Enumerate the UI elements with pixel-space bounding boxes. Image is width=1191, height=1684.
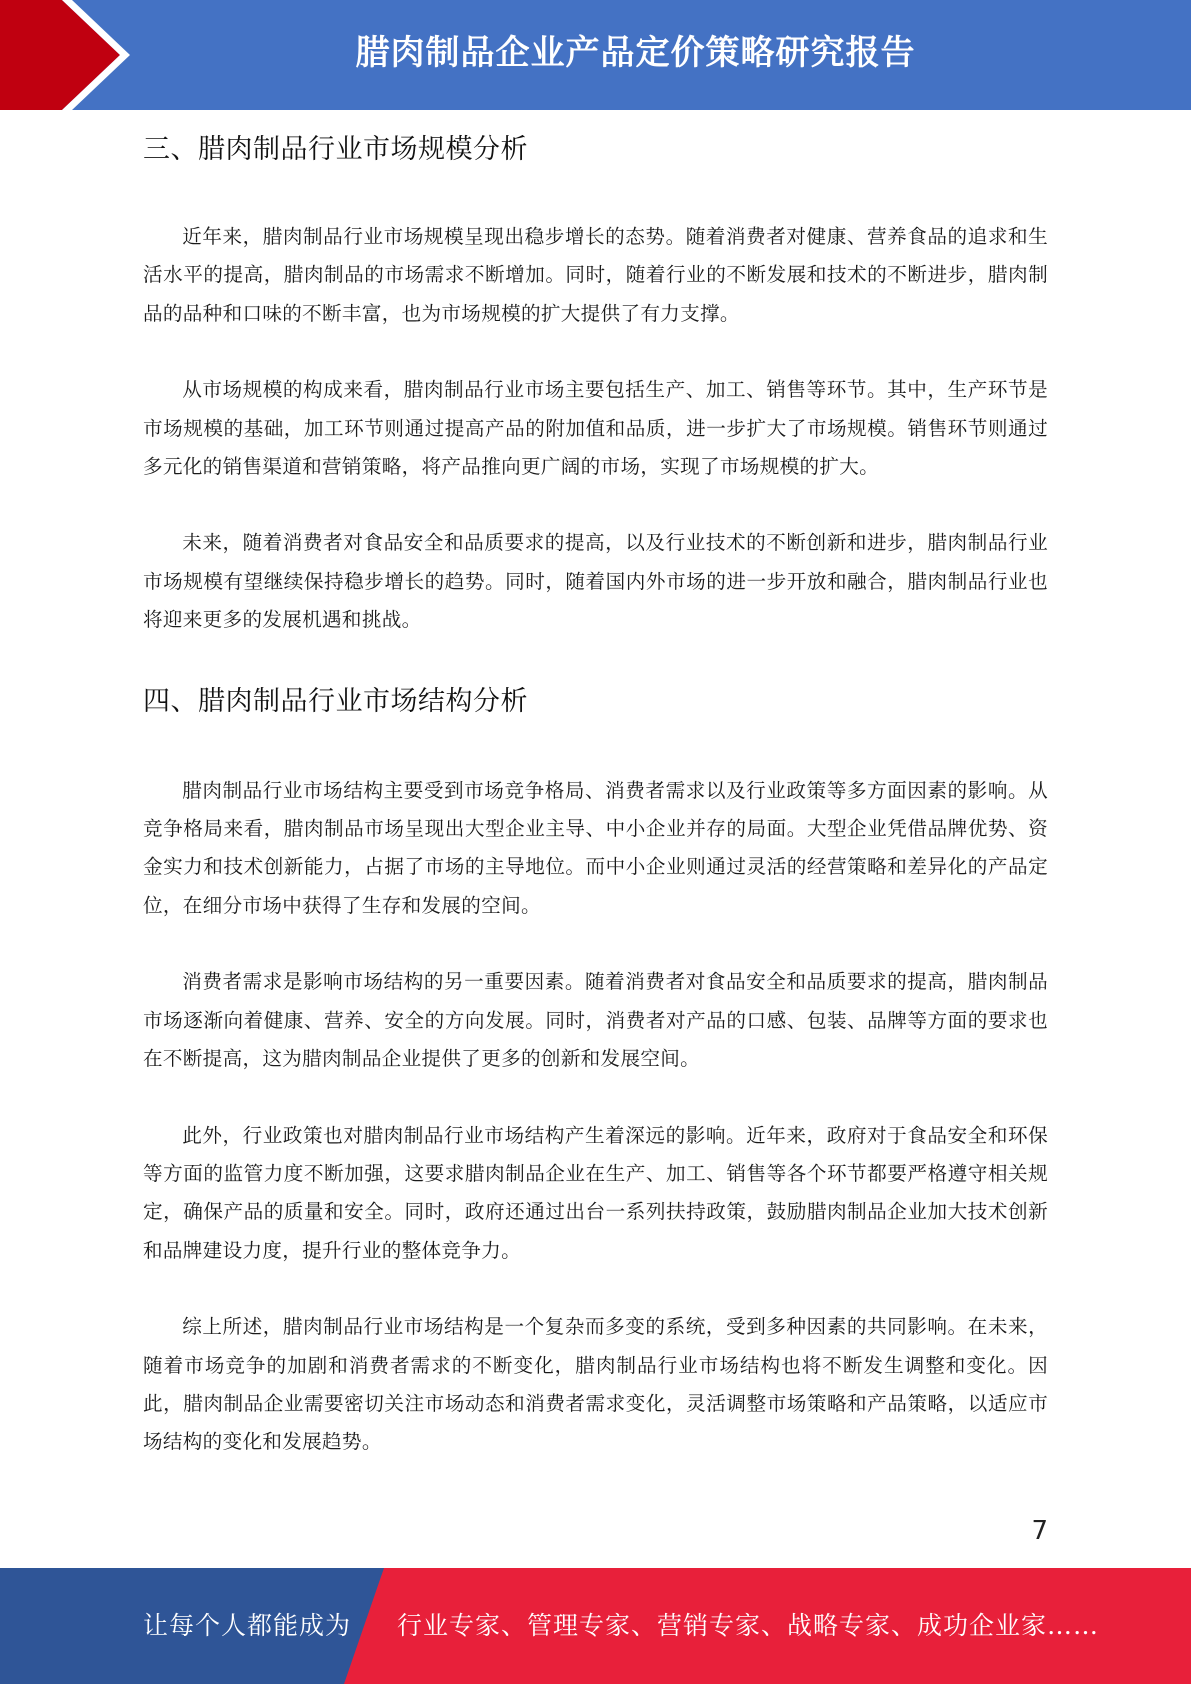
section-title-market-structure: 四、腊肉制品行业市场结构分析 <box>143 685 528 717</box>
paragraph: 从市场规模的构成来看，腊肉制品行业市场主要包括生产、加工、销售等环节。其中，生产环节是市场规模的基础，加工环节则通过提高产品的附加值和品质，进一步扩大了市场规模。销售环节则通过多元化的销售渠道和营销策略，将产品推向更广阔的市场，实现了市场规模的扩大。 <box>143 378 1048 479</box>
footer-roles: 行业专家、管理专家、营销专家、战略专家、成功企业家…… <box>397 1611 1100 1640</box>
section-title-market-size: 三、腊肉制品行业市场规模分析 <box>143 134 528 165</box>
footer-banner <box>0 1568 1191 1684</box>
report-title: 腊肉制品企业产品定价策略研究报告 <box>355 33 916 73</box>
main-content <box>143 128 1048 1500</box>
footer-slogan: 让每个人都能成为 <box>143 1611 352 1640</box>
paragraph: 未来，随着消费者对食品安全和品质要求的提高，以及行业技术的不断创新和进步，腊肉制品行业市场规模有望继续保持稳步增长的趋势。同时，随着国内外市场的进一步开放和融合，腊肉制品行业也将迎来更多的发展机遇和挑战。 <box>143 531 1048 632</box>
paragraph: 近年来，腊肉制品行业市场规模呈现出稳步增长的态势。随着消费者对健康、营养食品的追求和生活水平的提高，腊肉制品的市场需求不断增加。同时，随着行业的不断发展和技术的不断进步，腊肉制品的品种和口味的不断丰富，也为市场规模的扩大提供了有力支撑。 <box>143 225 1048 325</box>
header-banner <box>0 0 1191 110</box>
paragraph: 腊肉制品行业市场结构主要受到市场竞争格局、消费者需求以及行业政策等多方面因素的影响。从竞争格局来看，腊肉制品市场呈现出大型企业主导、中小企业并存的局面。大型企业凭借品牌优势、资金实力和技术创新能力，占据了市场的主导地位。而中小企业则通过灵活的经营策略和差异化的产品定位，在细分市场中获得了生存和发展的空间。 <box>143 778 1048 917</box>
chevron-arrow-icon <box>0 0 160 110</box>
paragraph: 消费者需求是影响市场结构的另一重要因素。随着消费者对食品安全和品质要求的提高，腊肉制品市场逐渐向着健康、营养、安全的方向发展。同时，消费者对产品的口感、包装、品牌等方面的要求也在不断提高，这为腊肉制品企业提供了更多的创新和发展空间。 <box>143 970 1048 1071</box>
page-number: 7 <box>1031 1516 1048 1546</box>
paragraph: 综上所述，腊肉制品行业市场结构是一个复杂而多变的系统，受到多种因素的共同影响。在未来，随着市场竞争的加剧和消费者需求的不断变化，腊肉制品行业市场结构也将不断发生调整和变化。因此，腊肉制品企业需要密切关注市场动态和消费者需求变化，灵活调整市场策略和产品策略，以适应市场结构的变化和发展趋势。 <box>143 1315 1048 1454</box>
paragraph: 此外，行业政策也对腊肉制品行业市场结构产生着深远的影响。近年来，政府对于食品安全和环保等方面的监管力度不断加强，这要求腊肉制品企业在生产、加工、销售等各个环节都要严格遵守相关规定，确保产品的质量和安全。同时，政府还通过出台一系列扶持政策，鼓励腊肉制品企业加大技术创新和品牌建设力度，提升行业的整体竞争力。 <box>143 1123 1048 1262</box>
